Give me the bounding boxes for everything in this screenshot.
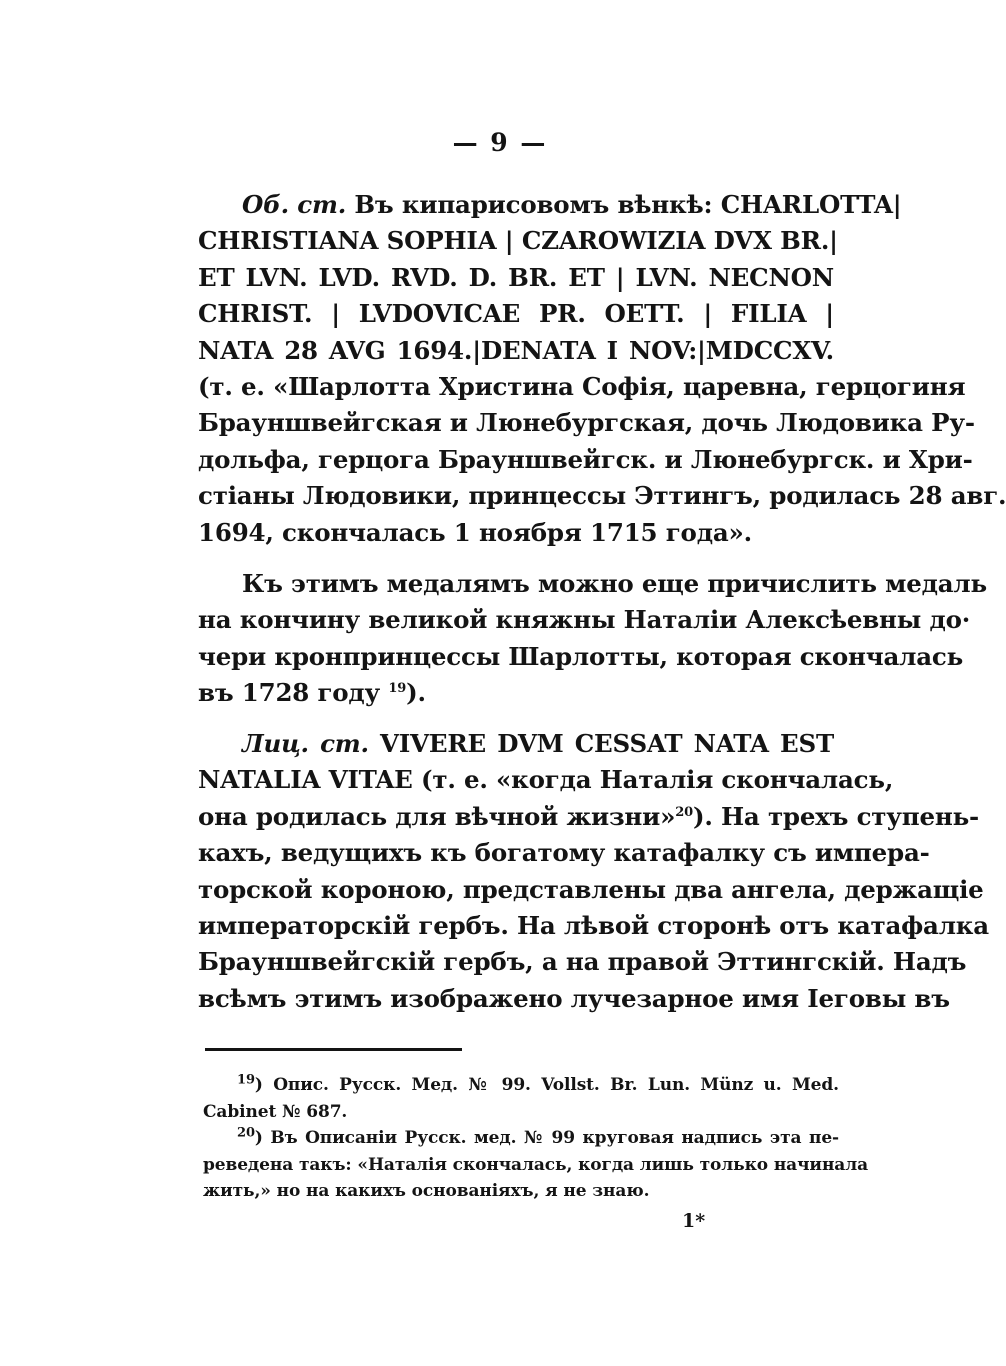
text-line: (т. е. «Шарлотта Христина Софія, царевна, герцогиня bbox=[198, 371, 966, 401]
footnote-ref: 20 bbox=[675, 804, 693, 820]
text-line: Къ этимъ медалямъ можно еще причислить медаль bbox=[242, 569, 987, 598]
paragraph-obverse bbox=[198, 187, 1006, 551]
page-number: — 9 — bbox=[452, 128, 548, 157]
text-line: на кончину великой княжны Наталіи Алексѣевны до· bbox=[198, 605, 971, 635]
footnotes bbox=[203, 1072, 869, 1205]
paragraph-medal bbox=[198, 566, 987, 712]
footnote-line: $^{19}$) Опис. Русск. Мед. № 99. Vollst. Br. Lun. Münz u. Med. bbox=[237, 1072, 839, 1095]
text-line: дольфа, герцога Брауншвейгск. и Люнебургск. и Хри- bbox=[198, 444, 973, 474]
text-line: императорскій гербъ. На лѣвой сторонѣ отъ катафалка bbox=[198, 910, 989, 940]
text-line: чери кронпринцессы Шарлотты, которая скончалась bbox=[198, 641, 964, 671]
obverse-label: Об. ст. bbox=[242, 190, 347, 219]
footnote-line: $^{20}$) Въ Описаніи Русск. мед. № 99 круговая надпись эта пе- bbox=[237, 1125, 839, 1149]
text-line: кахъ, ведущихъ къ богатому катафалку съ импера- bbox=[198, 838, 930, 868]
text-line: CHRISTIANA SOPHIA | CZAROWIZIA DVX BR.| bbox=[198, 226, 838, 256]
text-line: NATA 28 AVG 1694.|DENATA I NOV:|MDCCXV. bbox=[198, 335, 834, 365]
text-line: CHRIST. | LVDOVICAE PR. OETT. | FILIA | bbox=[198, 299, 834, 329]
text-line: Брауншвейгская и Люнебургская, дочь Людовика Ру- bbox=[198, 408, 975, 438]
text-line: NATALIA VITAE (т. е. «когда Наталія скончалась, bbox=[198, 765, 894, 795]
footnote-ref: 19 bbox=[388, 681, 407, 697]
text-line: 1694, скончалась 1 ноября 1715 года». bbox=[198, 517, 752, 547]
footnote-line: жить,» но на какихъ основаніяхъ, я не знаю. bbox=[203, 1181, 650, 1202]
text-line: она родилась для вѣчной жизни»$^{20}$). На трехъ ступень- bbox=[198, 801, 980, 831]
footnote-line: реведена такъ: «Наталія скончалась, когда лишь только начинала bbox=[203, 1154, 869, 1175]
printer-signature-mark: 1* bbox=[682, 1210, 706, 1232]
text-line: стіаны Людовики, принцессы Эттингъ, родилась 28 авг. bbox=[198, 481, 1006, 511]
paragraph-reverse bbox=[198, 726, 989, 1017]
text-line: въ 1728 году $^{19}$). bbox=[198, 678, 426, 708]
text-line: Об. ст. Въ кипарисовомъ вѣнкѣ: CHARLOTTA| bbox=[242, 190, 902, 219]
footnote-mark: 19 bbox=[237, 1072, 255, 1088]
reverse-label: Лиц. ст. bbox=[242, 729, 369, 758]
text-line: всѣмъ этимъ изображено лучезарное имя Іеговы въ bbox=[198, 983, 950, 1013]
text-line: торской короною, представлены два ангела, держащіе bbox=[198, 874, 984, 904]
text-line: ET LVN. LVD. RVD. D. BR. ET | LVN. NECNON bbox=[198, 262, 834, 292]
footnote-divider bbox=[205, 1048, 462, 1051]
text-line: Лиц. ст. VIVERE DVM CESSAT NATA EST bbox=[242, 729, 834, 758]
footnote-line: Cabinet № 687. bbox=[203, 1101, 348, 1122]
footnote-mark: 20 bbox=[237, 1125, 255, 1141]
text-line: Брауншвейгскій гербъ, а на правой Эттингскій. Надъ bbox=[198, 947, 967, 977]
